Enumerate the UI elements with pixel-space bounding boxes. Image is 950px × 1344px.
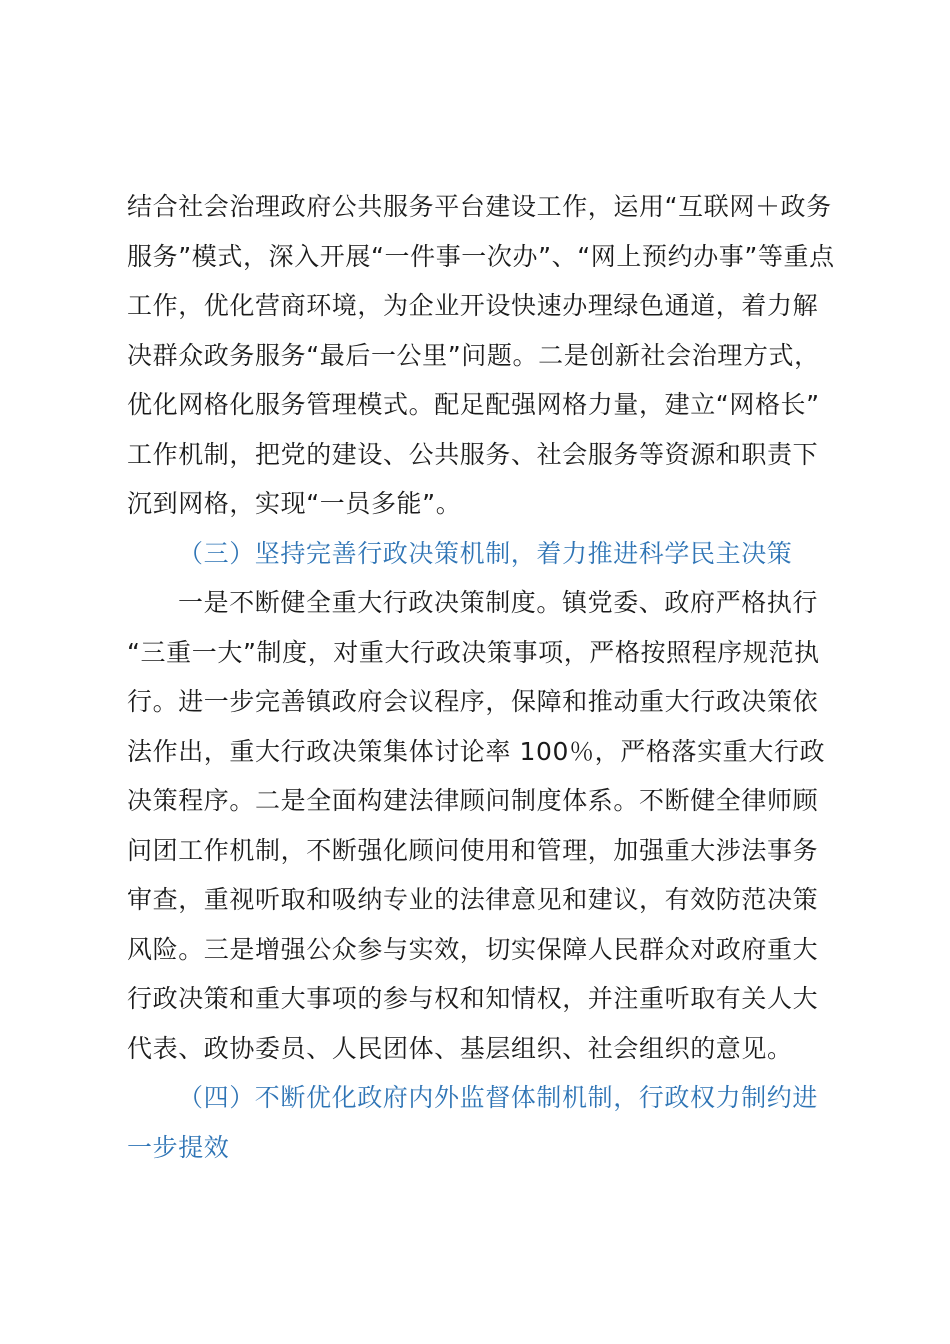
paragraph-line: 一是不断健全重大行政决策制度。镇党委、政府严格执行: [178, 588, 819, 617]
paragraph-line: 法作出，重大行政决策集体讨论率 100％，严格落实重大行政: [127, 737, 826, 766]
paragraph-line: 决策程序。二是全面构建法律顾问制度体系。不断健全律师顾: [127, 786, 819, 815]
section-heading-4-continued: 一步提效: [127, 1133, 230, 1162]
section-heading-4: （四）不断优化政府内外监督体制机制，行政权力制约进: [178, 1083, 819, 1112]
paragraph-line: 审查，重视听取和吸纳专业的法律意见和建议，有效防范决策: [127, 885, 819, 914]
paragraph-line: 结合社会治理政府公共服务平台建设工作，运用“互联网＋政务: [127, 192, 832, 221]
paragraph-line: 工作，优化营商环境，为企业开设快速办理绿色通道，着力解: [127, 291, 819, 320]
paragraph-line: 服务”模式，深入开展“一件事一次办”、“网上预约办事”等重点: [127, 242, 835, 271]
paragraph-line: 优化网格化服务管理模式。配足配强网格力量，建立“网格长”: [127, 390, 820, 419]
paragraph-line: 代表、政协委员、人民团体、基层组织、社会组织的意见。: [127, 1034, 793, 1063]
paragraph-line: 风险。三是增强公众参与实效，切实保障人民群众对政府重大: [127, 935, 819, 964]
paragraph-line: 行政决策和重大事项的参与权和知情权，并注重听取有关人大: [127, 984, 819, 1013]
paragraph-line: 沉到网格，实现“一员多能”。: [127, 489, 462, 518]
paragraph-line: 工作机制，把党的建设、公共服务、社会服务等资源和职责下: [127, 440, 819, 469]
section-heading-3: （三）坚持完善行政决策机制，着力推进科学民主决策: [178, 539, 793, 568]
paragraph-line: 决群众政务服务“最后一公里”问题。二是创新社会治理方式，: [127, 341, 820, 370]
paragraph-line: 行。进一步完善镇政府会议程序，保障和推动重大行政决策依: [127, 687, 819, 716]
paragraph-line: “三重一大”制度，对重大行政决策事项，严格按照程序规范执: [127, 638, 820, 667]
paragraph-line: 问团工作机制，不断强化顾问使用和管理，加强重大涉法事务: [127, 836, 819, 865]
